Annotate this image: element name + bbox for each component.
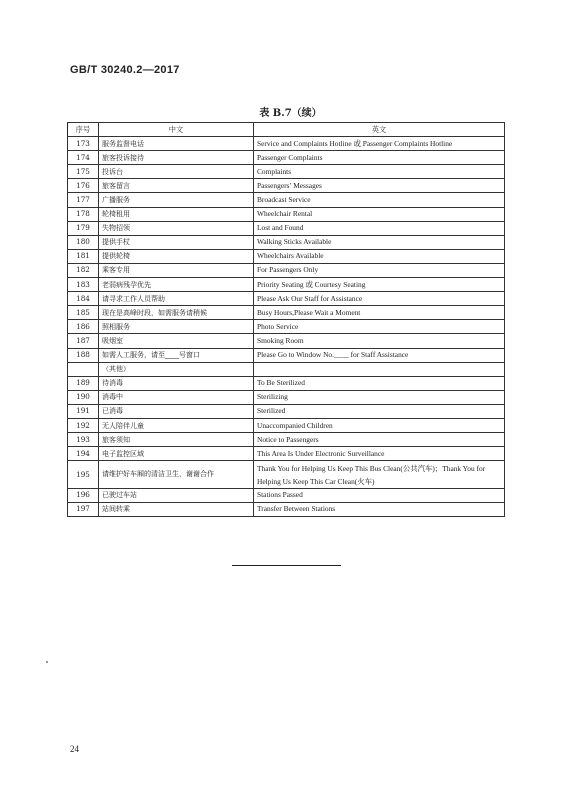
row-english: To Be Sterilized	[254, 376, 505, 390]
table-row	[68, 348, 505, 362]
table-body	[68, 137, 505, 517]
row-english: Busy Hours,Please Wait a Moment	[254, 306, 505, 320]
table-row	[68, 207, 505, 221]
row-chinese: 吸烟室	[99, 334, 254, 348]
row-english: Wheelchair Rental	[254, 207, 505, 221]
section-row-number	[68, 362, 99, 376]
row-chinese: 电子监控区域	[99, 447, 254, 461]
row-english: Transfer Between Stations	[254, 502, 505, 516]
page-number: 24	[70, 744, 79, 754]
row-english: Photo Service	[254, 320, 505, 334]
table-row	[68, 418, 505, 432]
row-number: 176	[68, 179, 99, 193]
row-number: 183	[68, 278, 99, 292]
table-header-row	[68, 123, 505, 137]
row-number: 182	[68, 263, 99, 277]
row-english: Unaccompanied Children	[254, 418, 505, 432]
table-row	[68, 306, 505, 320]
section-row-english	[254, 362, 505, 376]
row-chinese: 已消毒	[99, 404, 254, 418]
row-number: 177	[68, 193, 99, 207]
scan-speck	[46, 661, 48, 663]
row-english: Wheelchairs Available	[254, 249, 505, 263]
row-english: Broadcast Service	[254, 193, 505, 207]
row-english: Please Ask Our Staff for Assistance	[254, 292, 505, 306]
row-english: Notice to Passengers	[254, 433, 505, 447]
row-number: 187	[68, 334, 99, 348]
row-chinese: 旅客投诉接待	[99, 151, 254, 165]
row-number: 192	[68, 418, 99, 432]
row-number: 181	[68, 249, 99, 263]
row-english: Complaints	[254, 165, 505, 179]
table-row	[68, 151, 505, 165]
row-number: 175	[68, 165, 99, 179]
end-of-table-rule	[232, 565, 341, 567]
row-chinese: 请维护好车厢的清洁卫生，谢谢合作	[99, 461, 254, 489]
table-row	[68, 502, 505, 516]
section-row	[68, 362, 505, 376]
row-chinese: 站间转乘	[99, 502, 254, 516]
row-english: For Passengers Only	[254, 263, 505, 277]
row-number: 185	[68, 306, 99, 320]
table-row	[68, 447, 505, 461]
table-row	[68, 404, 505, 418]
row-chinese: 轮椅租用	[99, 207, 254, 221]
table-row	[68, 221, 505, 235]
row-number: 196	[68, 488, 99, 502]
row-english: Sterilizing	[254, 390, 505, 404]
row-number: 190	[68, 390, 99, 404]
row-chinese: 投诉台	[99, 165, 254, 179]
row-english: This Area Is Under Electronic Surveillance	[254, 447, 505, 461]
row-number: 191	[68, 404, 99, 418]
row-chinese: 提供手杖	[99, 235, 254, 249]
row-english: Please Go to Window No.____ for Staff Assistance	[254, 348, 505, 362]
row-number: 173	[68, 137, 99, 151]
table-row	[68, 179, 505, 193]
table-row	[68, 488, 505, 502]
column-header-english: 英文	[254, 123, 505, 137]
row-chinese: 乘客专用	[99, 263, 254, 277]
row-chinese: 无人陪伴儿童	[99, 418, 254, 432]
table-row	[68, 249, 505, 263]
row-english: Lost and Found	[254, 221, 505, 235]
row-chinese: 老弱病残孕优先	[99, 278, 254, 292]
row-chinese: 现在是高峰时段，如需服务请稍候	[99, 306, 254, 320]
table-row	[68, 193, 505, 207]
row-chinese: 广播服务	[99, 193, 254, 207]
row-chinese: 消毒中	[99, 390, 254, 404]
row-number: 194	[68, 447, 99, 461]
table-row	[68, 235, 505, 249]
table-row	[68, 137, 505, 151]
table-row	[68, 433, 505, 447]
row-english: Service and Complaints Hotline 或 Passenger Complaints Hotline	[254, 137, 505, 151]
row-number: 188	[68, 348, 99, 362]
row-chinese: 如需人工服务，请至____号窗口	[99, 348, 254, 362]
table-row	[68, 334, 505, 348]
table-row	[68, 165, 505, 179]
row-english: Walking Sticks Available	[254, 235, 505, 249]
table-row	[68, 461, 505, 489]
row-number: 193	[68, 433, 99, 447]
row-number: 174	[68, 151, 99, 165]
row-chinese: 失物招领	[99, 221, 254, 235]
table-row	[68, 292, 505, 306]
terms-table	[67, 122, 505, 517]
row-number: 197	[68, 502, 99, 516]
row-number: 179	[68, 221, 99, 235]
row-english: Smoking Room	[254, 334, 505, 348]
row-number: 178	[68, 207, 99, 221]
row-chinese: 旅客须知	[99, 433, 254, 447]
row-chinese: 提供轮椅	[99, 249, 254, 263]
row-english: Priority Seating 或 Courtesy Seating	[254, 278, 505, 292]
table-row	[68, 376, 505, 390]
column-header-chinese: 中文	[99, 123, 254, 137]
row-chinese: 待消毒	[99, 376, 254, 390]
table-row	[68, 390, 505, 404]
row-number: 186	[68, 320, 99, 334]
row-chinese: 照相服务	[99, 320, 254, 334]
row-number: 184	[68, 292, 99, 306]
row-number: 195	[68, 461, 99, 489]
row-chinese: 旅客留言	[99, 179, 254, 193]
row-number: 189	[68, 376, 99, 390]
row-english: Thank You for Helping Us Keep This Bus Clean(公共汽车)；Thank You for Helping Us Keep This Car Clean(火车)	[254, 461, 505, 489]
row-english: Passengers’ Messages	[254, 179, 505, 193]
row-english: Passenger Complaints	[254, 151, 505, 165]
row-chinese: 已驶过车站	[99, 488, 254, 502]
standard-code: GB/T 30240.2—2017	[70, 64, 180, 76]
row-chinese: 请寻求工作人员帮助	[99, 292, 254, 306]
table-caption: 表 B.7（续）	[259, 108, 322, 119]
row-chinese: 服务监督电话	[99, 137, 254, 151]
table-row	[68, 278, 505, 292]
column-header-number: 序号	[68, 123, 99, 137]
row-english: Sterilized	[254, 404, 505, 418]
section-label: （其他）	[99, 362, 254, 376]
row-number: 180	[68, 235, 99, 249]
row-english: Stations Passed	[254, 488, 505, 502]
table-row	[68, 320, 505, 334]
table-row	[68, 263, 505, 277]
